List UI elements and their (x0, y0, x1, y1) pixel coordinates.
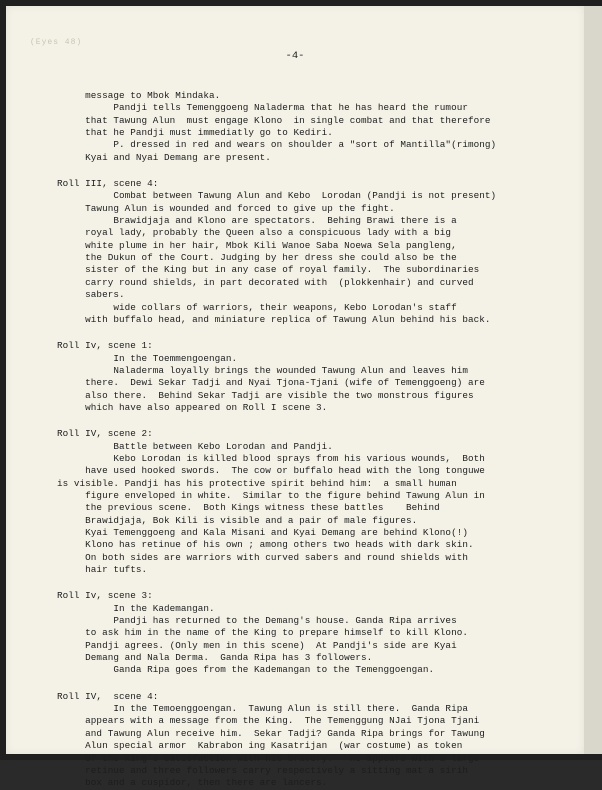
text-line: hair tufts. (12, 564, 148, 576)
document-body (12, 90, 572, 790)
text-line: Tawung Alun is wounded and forced to give up the fight. (12, 202, 395, 214)
page-number: -4- (285, 50, 305, 62)
text-line: to ask him in the name of the King to prepare himself to kill Klono. (12, 627, 468, 639)
text-line: Ganda Ripa goes from the Kademangan to the Temenggoengan. (12, 664, 435, 676)
section-heading: Roll IV, scene 2: (12, 428, 153, 440)
text-line: Combat between Tawung Alun and Kebo Lorodan (Pandji is not present) (12, 190, 497, 202)
text-line: appears with a message from the King. The Temenggung NJai Tjona Tjani (12, 715, 480, 727)
text-line: there. Dewi Sekar Tadji and Nyai Tjona-Tjani (wife of Temenggoeng) are (12, 377, 485, 389)
section-heading: Roll Iv, scene 1: (12, 340, 153, 352)
text-line: sister of the King but in any case of royal family. The subordinaries (12, 264, 480, 276)
text-line: that Tawung Alun must engage Klono in single combat and that therefore (12, 114, 491, 126)
faint-corner-note: (Eyes 48) (30, 38, 83, 47)
text-line: Naladerma loyally brings the wounded Tawung Alun and leaves him (12, 364, 468, 376)
text-line: Pandji tells Temenggoeng Naladerma that he has heard the rumour (12, 102, 468, 114)
text-line: Kyai Temenggoeng and Kala Misani and Kyai Demang are behind Klono(!) (12, 527, 468, 538)
section-gap (12, 164, 572, 178)
text-line: and Tawung Alun receive him. Sekar Tadji? Ganda Ripa brings for Tawung (12, 727, 485, 739)
text-line: the previous scene. Both Kings witness these battles Behind (12, 502, 440, 514)
text-line: Kyai and Nyai Demang are present. (12, 151, 271, 163)
document-page (6, 6, 584, 789)
text-line: retinue and three followers carry respectively a sitting mat a sirih (12, 764, 468, 776)
text-line: the Dukun of the Court. Judging by her dress she could also be the (12, 252, 457, 264)
text-line: On both sides are warriors with curved sabers and round shields with (12, 551, 468, 563)
text-line: Pandji has returned to the Demang's house. Ganda Ripa arrives (12, 615, 457, 627)
text-line: sabers. (12, 289, 125, 301)
text-line: Brawidjaja, Bok Kili is visible and a pair of male figures. (12, 514, 418, 526)
text-line: is visible. Pandji has his protective spirit behind him: a small human (12, 477, 457, 489)
text-line: Alun special armor Kabrabon ing Kasatrijan (war costume) as token (12, 740, 463, 752)
page-edge (584, 6, 602, 754)
text-line: Pandji agrees. (Only men in this scene) At Pandji's side are Kyai (12, 639, 457, 651)
section-gap (12, 326, 572, 340)
text-line: that he Pandji must immediatly go to Kediri. (12, 127, 333, 139)
text-line: message to Mbok Mindaka. (12, 90, 221, 101)
section-heading: Roll III, scene 4: (12, 178, 159, 190)
text-line: box and a cuspidor, then there are lancers. (12, 777, 328, 789)
text-line: Battle between Kebo Lorodan and Pandji. (12, 440, 333, 452)
text-line: figure enveloped in white. Similar to the figure behind Tawung Alun in (12, 489, 485, 501)
text-line: Brawidjaja and Klono are spectators. Behing Brawi there is a (12, 215, 457, 227)
text-line: In the Temoenggoengan. Tawung Alun is still there. Ganda Ripa (12, 703, 468, 715)
text-line: of the King's satisfaction with his bravery. He appears with a large (12, 752, 480, 764)
section-gap (12, 576, 572, 590)
section-heading: Roll IV, scene 4: (12, 690, 159, 702)
text-line: Demang and Nala Derma. Ganda Ripa has 3 followers. (12, 652, 373, 664)
text-line: with buffalo head, and miniature replica of Tawung Alun behind his back. (12, 313, 491, 325)
text-line: P. dressed in red and wears on shoulder a "sort of Mantilla"(rimong) (12, 139, 497, 151)
text-line: which have also appeared on Roll I scene 3. (12, 401, 328, 413)
section-heading: Roll Iv, scene 3: (12, 590, 153, 602)
text-line: In the Toemmengoengan. (12, 352, 238, 364)
text-line: Kebo Lorodan is killed blood sprays from his various wounds, Both (12, 452, 485, 464)
text-line: In the Kademangan. (12, 602, 215, 614)
text-line: Klono has retinue of his own ; among others two heads with dark skin. (12, 539, 474, 551)
section-gap (12, 677, 572, 691)
text-line: white plume in her hair, Mbok Kili Wanoe Saba Noewa Sela pangleng, (12, 239, 457, 251)
text-line: carry round shields, in part decorated with (plokkenhair) and curved (12, 276, 474, 288)
text-line: wide collars of warriors, their weapons, Kebo Lorodan's staff (12, 301, 457, 313)
text-line: royal lady, probably the Queen also a conspicuous lady with a big (12, 227, 452, 239)
section-gap (12, 414, 572, 428)
text-line: also there. Behind Sekar Tadji are visible the two monstrous figures (12, 389, 474, 401)
text-line: have used hooked swords. The cow or buffalo head with the long tonguwe (12, 465, 485, 477)
